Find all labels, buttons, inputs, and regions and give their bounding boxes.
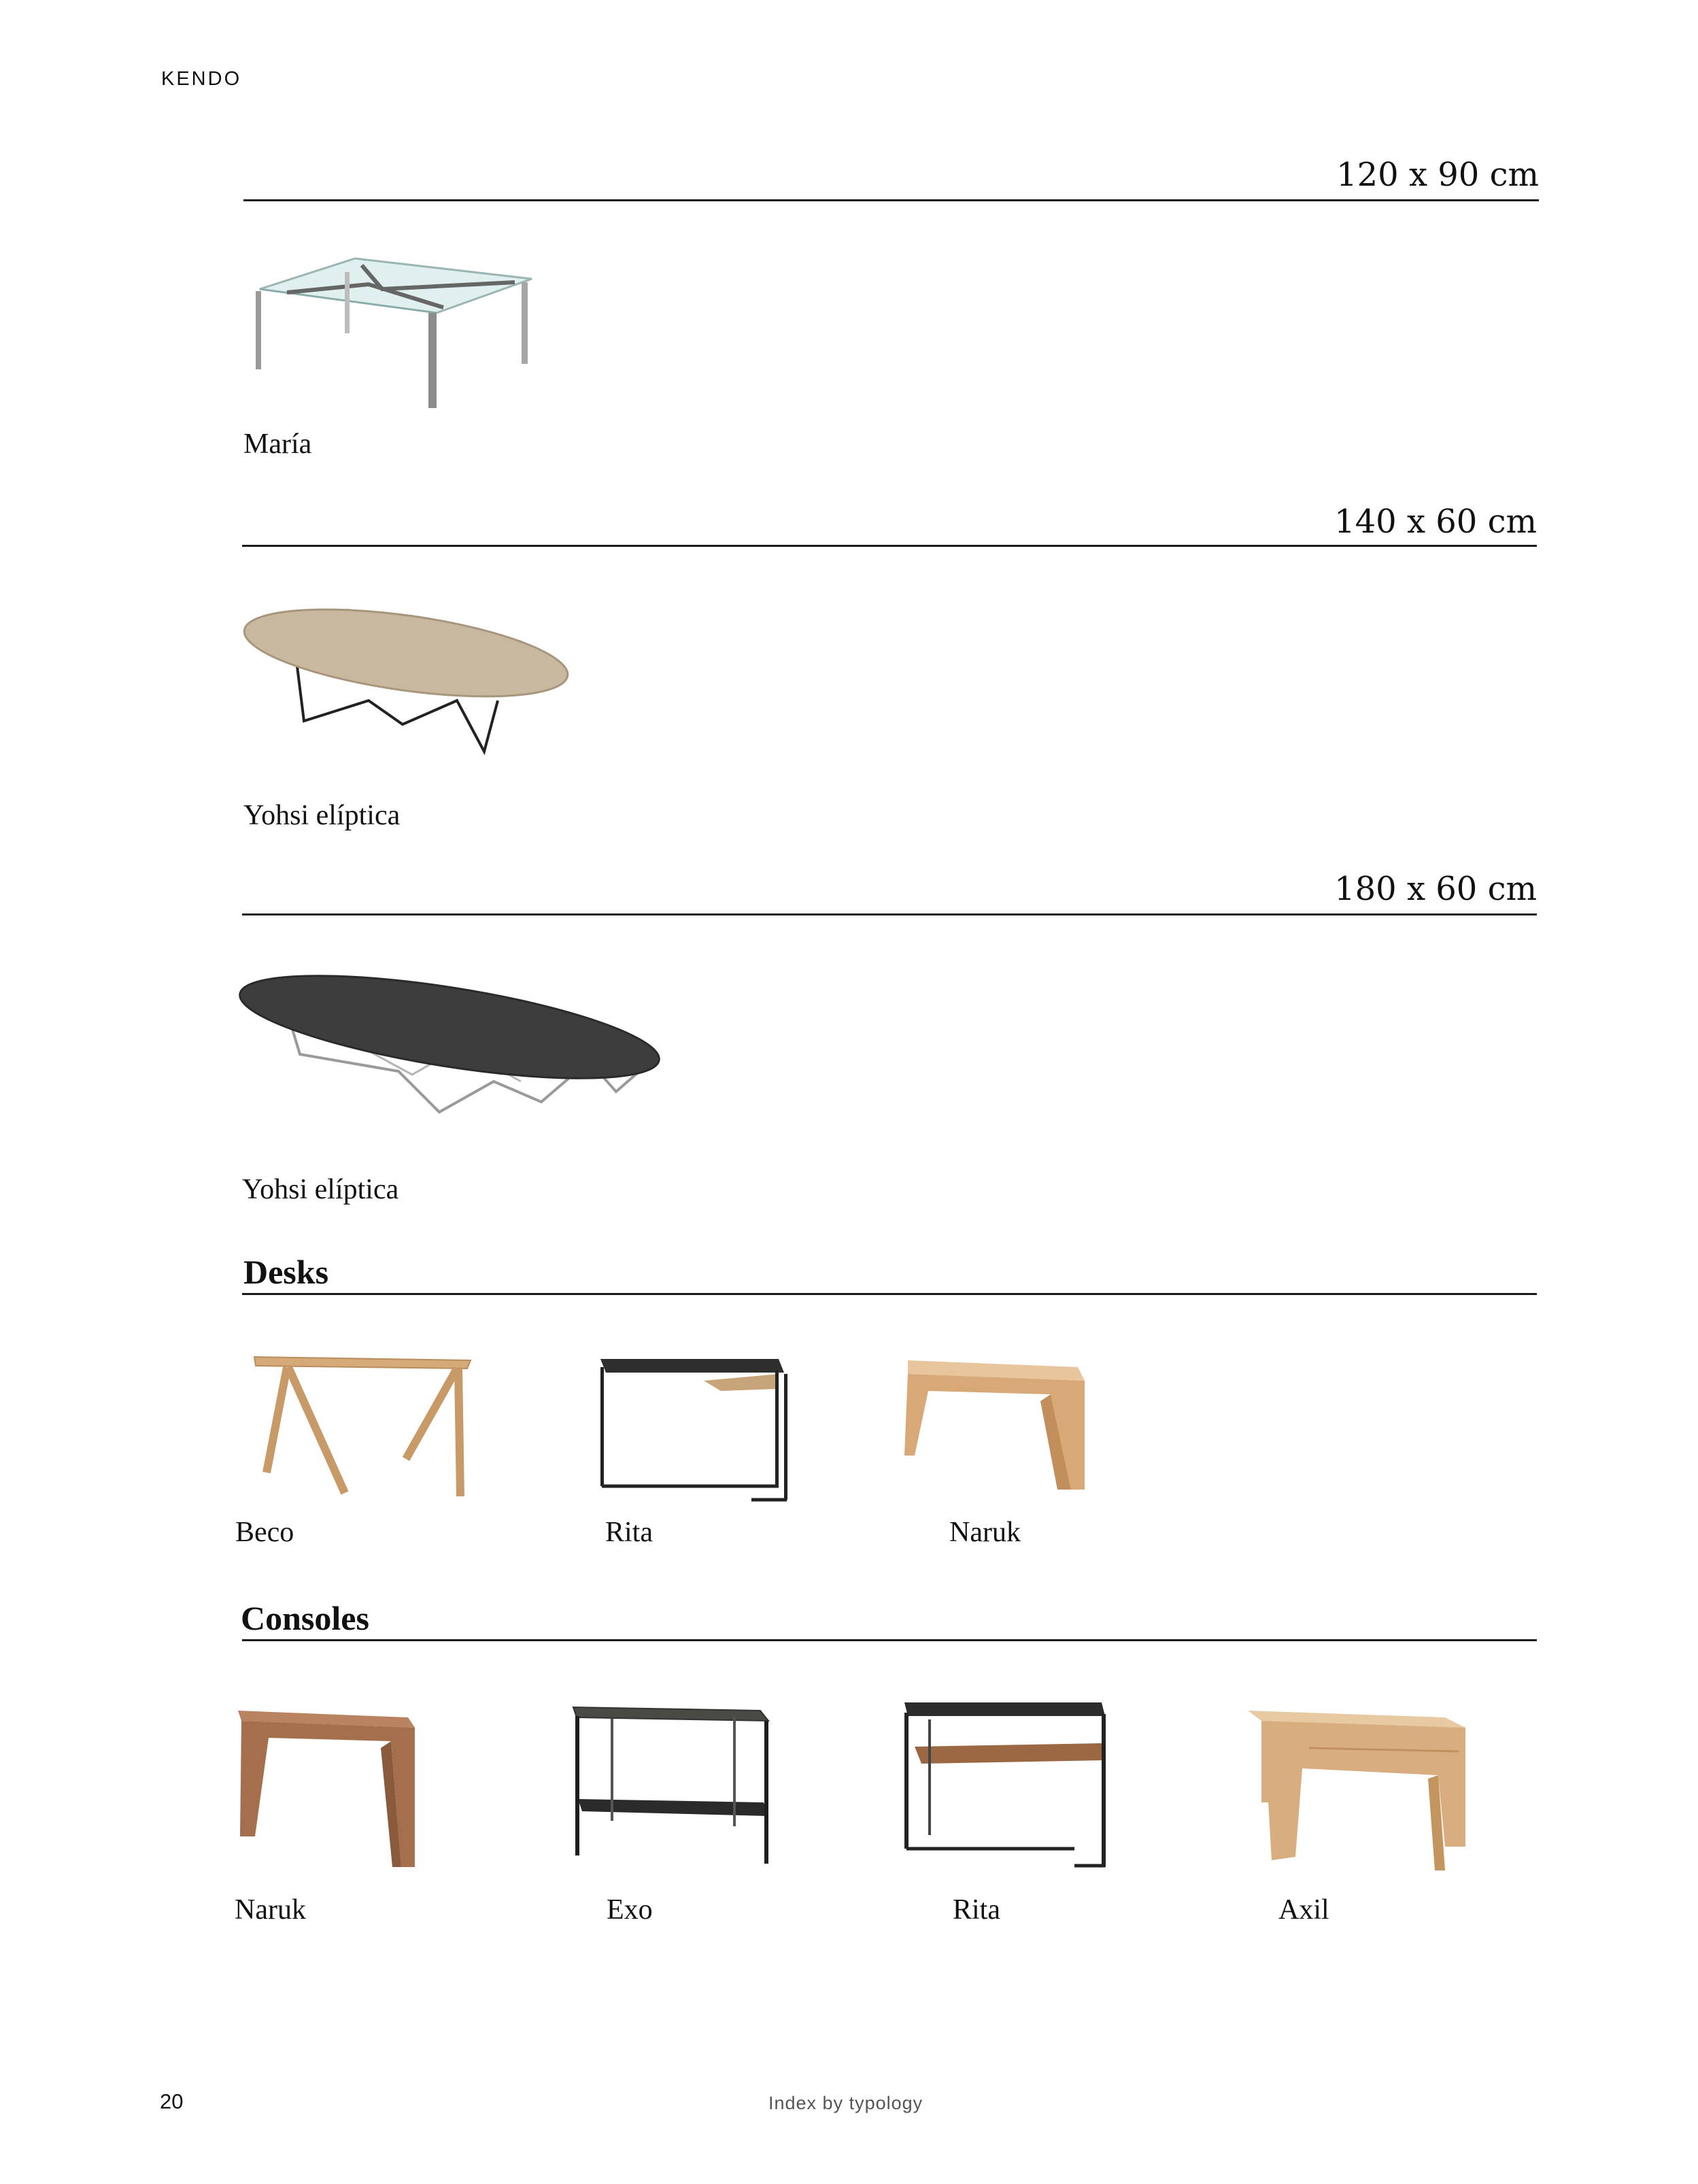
black-frame-desk-icon [595,1354,792,1503]
product-label-naruk: Naruk [949,1517,1021,1548]
category-heading-desks: Desks [243,1253,329,1291]
size-heading-140x60: 140 x 60 cm [1334,503,1537,541]
metal-shelf-console-icon [570,1704,774,1867]
product-label-yohsi-eliptica: Yohsi elíptica [242,1174,399,1205]
section-divider [242,1293,1537,1295]
walnut-console-icon [235,1700,418,1870]
section-divider [243,199,1539,201]
section-divider [242,1639,1537,1641]
wood-block-desk-icon [887,1354,1091,1503]
product-label-rita: Rita [605,1517,653,1548]
section-divider [242,913,1537,915]
wood-desk-icon [246,1347,505,1503]
size-heading-180x60: 180 x 60 cm [1334,870,1537,908]
product-label-rita: Rita [953,1894,1000,1926]
frame-shelf-console-icon [901,1699,1112,1869]
footer-title: Index by typology [768,2093,923,2113]
category-heading-consoles: Consoles [241,1599,369,1637]
page-number: 20 [160,2089,184,2113]
oak-console-icon [1241,1700,1472,1870]
glass-coffee-table-icon [246,252,539,415]
product-label-exo: Exo [607,1894,653,1926]
product-label-yohsi-eliptica: Yohsi elíptica [243,800,401,831]
section-divider [242,545,1537,547]
size-heading-120x90: 120 x 90 cm [1336,156,1539,194]
product-label-axil: Axil [1278,1894,1329,1926]
oval-dark-coffee-table-icon [235,966,664,1143]
product-label-naruk: Naruk [235,1894,306,1926]
product-label-maria: María [243,429,312,460]
product-label-beco: Beco [235,1517,294,1548]
brand-name: KENDO [161,68,242,90]
oval-beige-coffee-table-icon [239,599,573,762]
